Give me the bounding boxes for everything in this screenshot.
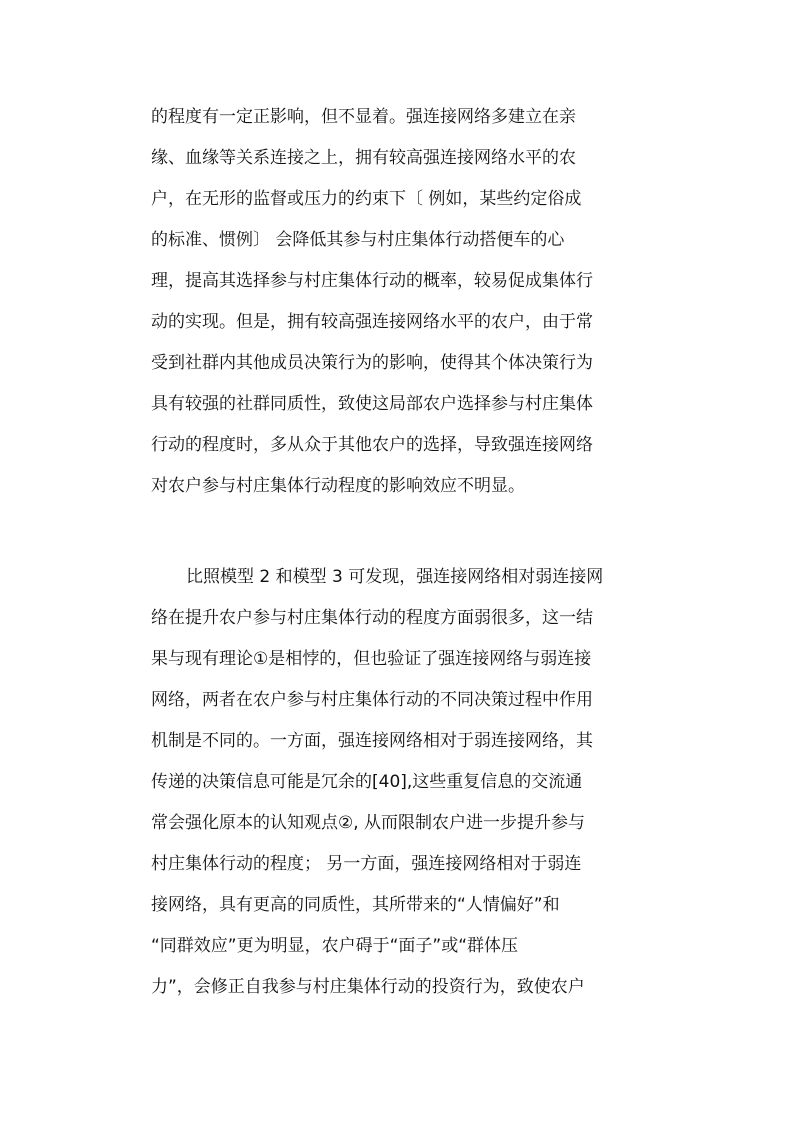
paragraph-2-line-6: 传递的决策信息可能是冗余的[40],这些重复信息的交流通 bbox=[151, 772, 583, 792]
paragraph-2-line-7: 常会强化原本的认知观点②, 从而限制农户进一步提升参与 bbox=[151, 813, 586, 833]
paragraph-2-line-2: 络在提升农户参与村庄集体行动的程度方面弱很多，这一结 bbox=[151, 608, 593, 628]
paragraph-1-line-8: 具有较强的社群同质性，致使这局部农户选择参与村庄集体 bbox=[151, 394, 593, 414]
paragraph-2-line-4: 网络，两者在农户参与村庄集体行动的不同决策过程中作用 bbox=[151, 690, 593, 710]
paragraph-2-line-3: 果与现有理论①是相悖的，但也验证了强连接网络与弱连接 bbox=[151, 649, 592, 669]
paragraph-1-line-6: 动的实现。但是，拥有较高强连接网络水平的农户，由于常 bbox=[151, 312, 593, 332]
paragraph-2-line-10: “同群效应”更为明显，农户碍于“面子”或“群体压 bbox=[151, 936, 519, 956]
paragraph-2-line-8: 村庄集体行动的程度； 另一方面，强连接网络相对于弱连 bbox=[151, 854, 582, 874]
paragraph-1-line-1: 的程度有一定正影响，但不显着。强连接网络多建立在亲 bbox=[151, 107, 576, 127]
paragraph-1-line-4: 的标准、惯例〕 会降低其参与村庄集体行动搭便车的心 bbox=[151, 230, 565, 250]
paragraph-1-line-7: 受到社群内其他成员决策行为的影响，使得其个体决策行为 bbox=[151, 353, 593, 373]
paragraph-1-line-9: 行动的程度时，多从众于其他农户的选择，导致强连接网络 bbox=[151, 435, 593, 455]
paragraph-2-line-1: 比照模型 2 和模型 3 可发现，强连接网络相对弱连接网 bbox=[186, 567, 604, 587]
paragraph-2-line-11: 力”，会修正自我参与村庄集体行动的投资行为，致使农户 bbox=[151, 977, 585, 997]
paragraph-2-line-5: 机制是不同的。一方面，强连接网络相对于弱连接网络，其 bbox=[151, 731, 593, 751]
paragraph-1-line-10: 对农户参与村庄集体行动程度的影响效应不明显。 bbox=[151, 476, 525, 496]
paragraph-1-line-2: 缘、血缘等关系连接之上，拥有较高强连接网络水平的农 bbox=[151, 148, 576, 168]
paragraph-2-line-9: 接网络，具有更高的同质性，其所带来的“人情偏好”和 bbox=[151, 895, 560, 915]
paragraph-1-line-5: 理，提高其选择参与村庄集体行动的概率，较易促成集体行 bbox=[151, 271, 593, 291]
paragraph-1-line-3: 户，在无形的监督或压力的约束下〔 例如，某些约定俗成 bbox=[151, 189, 582, 209]
